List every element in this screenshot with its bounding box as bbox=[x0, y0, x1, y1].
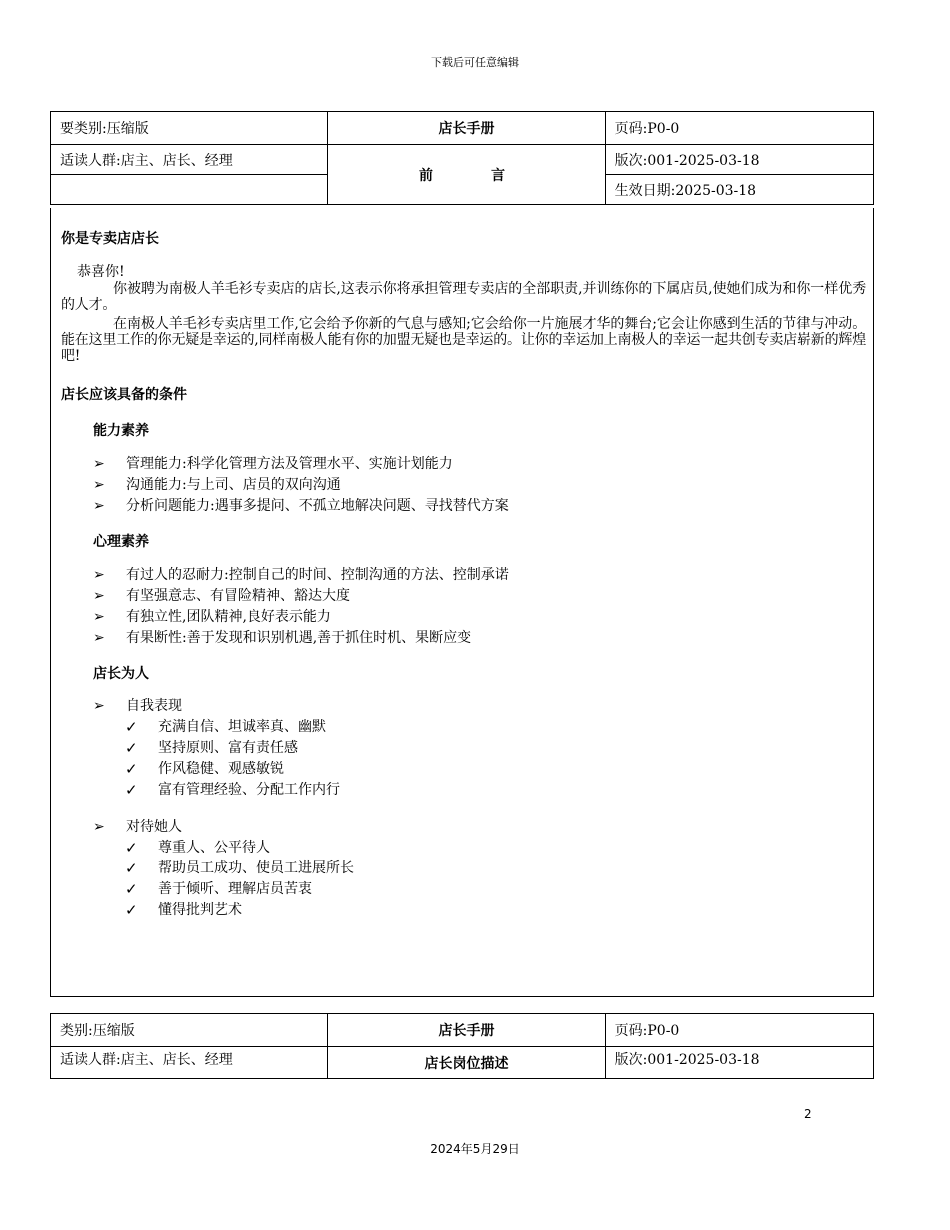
audience-cell: 适读人群:店主、店长、经理 bbox=[51, 145, 328, 175]
page-number: 2 bbox=[804, 1107, 812, 1121]
manual-title: 店长手册 bbox=[328, 112, 605, 145]
page-code-cell: 页码:P0-0 bbox=[605, 112, 873, 145]
version-cell: 版次:001-2025-03-18 bbox=[605, 145, 873, 175]
checkmark-icon: ✓ bbox=[125, 739, 138, 757]
intro-heading: 你是专卖店店长 bbox=[61, 231, 159, 247]
category-cell: 类别:压缩版 bbox=[51, 1014, 328, 1047]
effective-date-cell: 生效日期:2025-03-18 bbox=[605, 175, 873, 205]
checkmark-icon: ✓ bbox=[125, 839, 138, 857]
greeting: 恭喜你! bbox=[77, 264, 125, 280]
ability-heading: 能力素养 bbox=[93, 423, 149, 439]
conduct-heading: 店长为人 bbox=[93, 666, 149, 682]
arrow-bullet-icon: ➢ bbox=[93, 698, 105, 714]
checkmark-icon: ✓ bbox=[125, 760, 138, 778]
intro-paragraph-2: 在南极人羊毛衫专卖店里工作,它会给予你新的气息与感知;它会给你一片施展才华的舞台;它会让你感到生活的节律与冲动。能在这里工作的你无疑是幸运的,同样南极人能有你的加盟无疑也是幸运的。让你的幸运加上南极人的幸运一起共创专卖店崭新的辉煌吧! bbox=[61, 316, 866, 364]
section-title: 店长岗位描述 bbox=[328, 1047, 605, 1079]
arrow-bullet-icon: ➢ bbox=[93, 609, 105, 625]
arrow-bullet-icon: ➢ bbox=[93, 819, 105, 835]
section-title: 前 言 bbox=[328, 145, 605, 205]
content-box: 你是专卖店店长 恭喜你! 你被聘为南极人羊毛衫专卖店的店长,这表示你将承担管理专卖店的全部职责,并训练你的下属店员,使她们成为和你一样优秀的人才。 在南极人羊毛衫专卖店里工作,它会给予你新的气息与感知;它会给你一片施展才华的舞台;它会让你感到生活的节律与冲动。能在这里工作的你无疑是幸运的,同样南极人能有你的加盟无疑也是幸运的。让你的幸运加上南极人的幸运一起共创专卖店崭新的辉煌吧! 店长应该具备的条件 能力素养 ➢ 管理能力:科学化管理方法及管理水平、实施计划能力 ➢ 沟通能力:与上司、店员的双向沟通 ➢ 分析问题能力:遇事多提问、不孤立地解决问题、寻找替代方案 心理素养 ➢ 有过人的忍耐力:控制自己的时间、控制沟通的方法、控制承诺 ➢ 有坚强意志、有冒险精神、豁达大度 ➢ 有独立性,团队精神,良好表示能力 ➢ 有果断性:善于发现和识别机遇,善于抓住时机、果断应变 店长为人 ➢ 自我表现 ✓ 充满自信、坦诚率真、幽默 ✓ 坚持原则、富有责任感 ✓ 作风稳健、观感敏锐 ✓ 富有管理经验、分配工作内行 ➢ 对待她人 ✓ 尊重人、公平待人 ✓ 帮助员工成功、使员工进展所长 ✓ 善于倾听、理解店员苦衷 ✓ 懂得批判艺术 bbox=[50, 208, 874, 997]
manual-title: 店长手册 bbox=[328, 1014, 605, 1047]
checkmark-icon: ✓ bbox=[125, 859, 138, 877]
footer-date: 2024年5月29日 bbox=[430, 1142, 520, 1156]
top-note: 下载后可任意编辑 bbox=[431, 56, 519, 69]
arrow-bullet-icon: ➢ bbox=[93, 567, 105, 583]
checkmark-icon: ✓ bbox=[125, 880, 138, 898]
intro-paragraph-1: 你被聘为南极人羊毛衫专卖店的店长,这表示你将承担管理专卖店的全部职责,并训练你的下属店员,使她们成为和你一样优秀的人才。 bbox=[61, 281, 866, 313]
audience-cell: 适读人群:店主、店长、经理 bbox=[51, 1047, 328, 1079]
arrow-bullet-icon: ➢ bbox=[93, 630, 105, 646]
checkmark-icon: ✓ bbox=[125, 718, 138, 736]
mental-heading: 心理素养 bbox=[93, 534, 149, 550]
arrow-bullet-icon: ➢ bbox=[93, 498, 105, 514]
category-cell: 要类别:压缩版 bbox=[51, 112, 328, 145]
arrow-bullet-icon: ➢ bbox=[93, 477, 105, 493]
empty-cell bbox=[51, 175, 328, 205]
arrow-bullet-icon: ➢ bbox=[93, 456, 105, 472]
next-page-header-table bbox=[50, 1013, 874, 1079]
checkmark-icon: ✓ bbox=[125, 901, 138, 919]
header-table bbox=[50, 111, 874, 205]
conditions-heading: 店长应该具备的条件 bbox=[61, 387, 187, 403]
arrow-bullet-icon: ➢ bbox=[93, 588, 105, 604]
page-code-cell: 页码:P0-0 bbox=[605, 1014, 873, 1047]
version-cell: 版次:001-2025-03-18 bbox=[605, 1047, 873, 1079]
checkmark-icon: ✓ bbox=[125, 781, 138, 799]
